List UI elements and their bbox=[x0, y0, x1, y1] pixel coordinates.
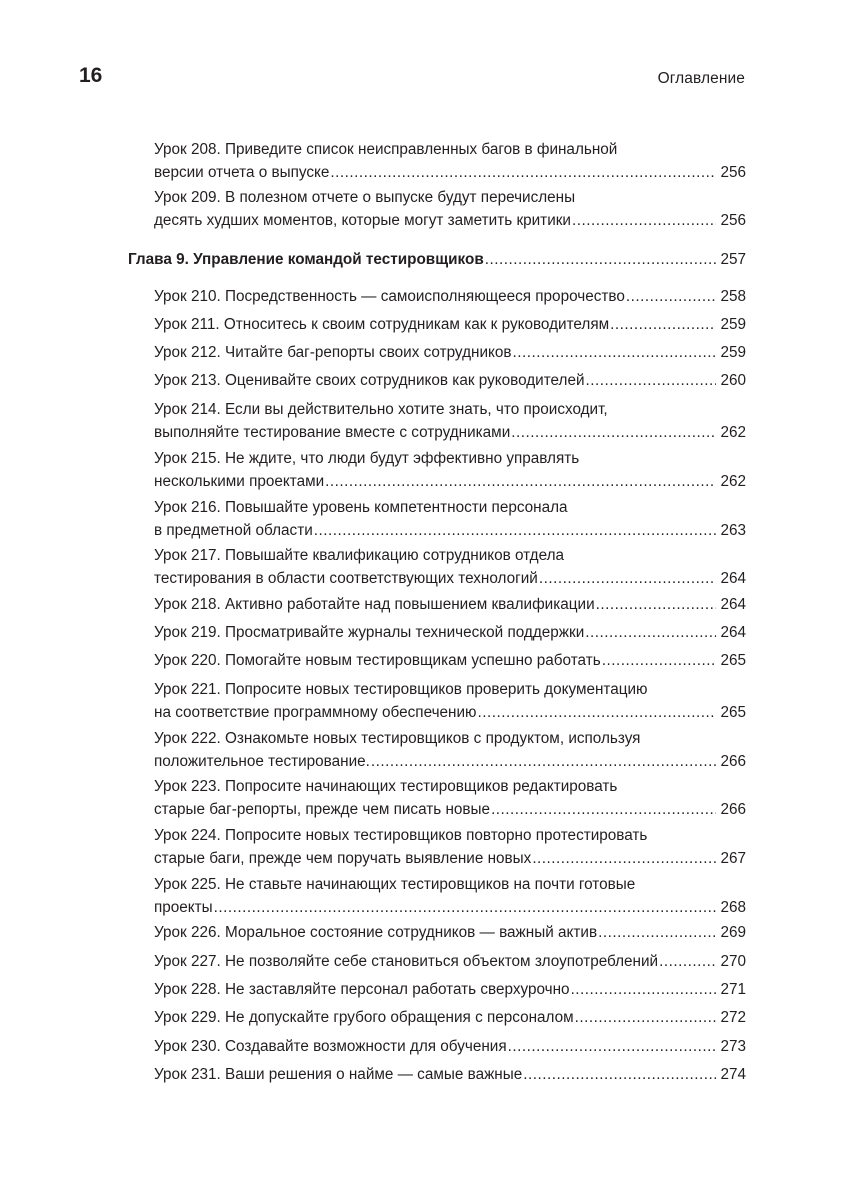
toc-entry-title: Урок 230. Создавайте возможности для обучения bbox=[154, 1038, 507, 1055]
toc-entry bbox=[154, 650, 746, 673]
toc-chapter-entry bbox=[128, 249, 746, 272]
toc-entry-title: Урок 212. Читайте баг-репорты своих сотрудников bbox=[154, 344, 512, 361]
toc-entry-page: 264 bbox=[720, 624, 746, 641]
toc-entry-title: Урок 229. Не допускайте грубого обращения с персоналом bbox=[154, 1009, 574, 1026]
toc-entry-title-line1: Урок 217. Повышайте квалификацию сотрудников отдела bbox=[154, 547, 565, 564]
toc-entry-title: Урок 218. Активно работайте над повышением квалификации bbox=[154, 596, 595, 613]
dot-leader bbox=[596, 594, 717, 617]
toc-entry-title: Урок 219. Просматривайте журналы технической поддержки bbox=[154, 624, 585, 641]
toc-entry bbox=[154, 187, 746, 232]
toc-entry-title: Урок 227. Не позволяйте себе становиться объектом злоупотреблений bbox=[154, 953, 659, 970]
dot-leader bbox=[523, 1064, 716, 1087]
toc-entry-title: Урок 231. Ваши решения о найме — самые важные bbox=[154, 1066, 523, 1083]
dot-leader bbox=[371, 751, 717, 774]
toc-entry-title: Урок 226. Моральное состояние сотрудников — важный актив bbox=[154, 924, 598, 941]
toc-entry-title: в предметной области bbox=[154, 521, 313, 539]
toc-entry-title: на соответствие программному обеспечению bbox=[154, 703, 477, 721]
dot-leader bbox=[598, 922, 716, 945]
dot-leader bbox=[586, 370, 717, 393]
toc-entry-page: 258 bbox=[720, 288, 746, 305]
toc-entry bbox=[154, 951, 746, 974]
toc-entry-page: 256 bbox=[720, 211, 746, 229]
toc-entry bbox=[154, 679, 746, 724]
toc-entry-page: 265 bbox=[720, 652, 746, 669]
toc-entry-title-line1: Урок 208. Приведите список неисправленных багов в финальной bbox=[154, 141, 618, 158]
toc-entry-page: 260 bbox=[720, 372, 746, 389]
dot-leader bbox=[314, 520, 717, 543]
dot-leader bbox=[491, 799, 716, 822]
dot-leader bbox=[511, 422, 716, 445]
toc-entry-page: 271 bbox=[720, 981, 746, 998]
toc-entry-page: 263 bbox=[720, 521, 746, 539]
dot-leader bbox=[659, 951, 716, 974]
toc-entry-page: 264 bbox=[720, 569, 746, 587]
toc-entry-title: старые баг-репорты, прежде чем писать новые bbox=[154, 800, 491, 818]
dot-leader bbox=[572, 210, 716, 233]
dot-leader bbox=[626, 286, 717, 309]
dot-leader bbox=[532, 848, 716, 871]
toc-entry bbox=[154, 1064, 746, 1087]
toc-entry-title-line1: Урок 222. Ознакомьте новых тестировщиков с продуктом, используя bbox=[154, 730, 641, 747]
toc-entry-title: несколькими проектами bbox=[154, 472, 325, 490]
dot-leader bbox=[539, 568, 717, 591]
toc-entry-page: 267 bbox=[720, 849, 746, 867]
toc-entry bbox=[154, 776, 746, 821]
dot-leader bbox=[214, 897, 717, 920]
toc-entry bbox=[154, 545, 746, 590]
toc-entry-title-line1: Урок 209. В полезном отчете о выпуске будут перечислены bbox=[154, 189, 576, 206]
toc-entry bbox=[154, 979, 746, 1002]
toc-entry bbox=[154, 594, 746, 617]
dot-leader bbox=[485, 249, 717, 272]
dot-leader bbox=[571, 979, 717, 1002]
toc-entry-title: выполняйте тестирование вместе с сотрудниками bbox=[154, 423, 511, 441]
toc-entry-page: 256 bbox=[720, 163, 746, 181]
dot-leader bbox=[508, 1036, 717, 1059]
toc-entry-title-line1: Урок 225. Не ставьте начинающих тестировщиков на почти готовые bbox=[154, 876, 636, 893]
toc-entry-title-line1: Урок 223. Попросите начинающих тестировщиков редактировать bbox=[154, 778, 618, 795]
toc-entry bbox=[154, 497, 746, 542]
toc-entry-title: версии отчета о выпуске bbox=[154, 163, 330, 181]
toc-entry-page: 272 bbox=[720, 1009, 746, 1026]
toc-entry bbox=[154, 399, 746, 444]
toc-entry bbox=[154, 874, 746, 919]
running-head-title: Оглавление bbox=[657, 70, 745, 87]
dot-leader bbox=[478, 702, 717, 725]
page-number: 16 bbox=[79, 64, 103, 87]
toc-entry-title: проекты bbox=[154, 898, 213, 916]
toc-entry-title: Урок 211. Относитесь к своим сотрудникам как к руководителям bbox=[154, 316, 610, 333]
toc-entry bbox=[154, 370, 746, 393]
toc-entry-page: 262 bbox=[720, 472, 746, 490]
toc-entry-title: Урок 228. Не заставляйте персонал работать сверхурочно bbox=[154, 981, 570, 998]
dot-leader bbox=[602, 650, 717, 673]
toc-entry-title-line1: Урок 214. Если вы действительно хотите знать, что происходит, bbox=[154, 401, 608, 418]
toc-entry-title: Урок 220. Помогайте новым тестировщикам успешно работать bbox=[154, 652, 601, 669]
dot-leader bbox=[575, 1007, 717, 1030]
toc-entry-page: 259 bbox=[720, 316, 746, 333]
toc-entry bbox=[154, 922, 746, 945]
toc-entry-title-line1: Урок 221. Попросите новых тестировщиков проверить документацию bbox=[154, 681, 648, 698]
toc-entry bbox=[154, 342, 746, 365]
toc-entry bbox=[154, 286, 746, 309]
toc-entry bbox=[154, 728, 746, 773]
toc-entry bbox=[154, 1007, 746, 1030]
dot-leader bbox=[330, 162, 716, 185]
toc-entry-title-line1: Урок 216. Повышайте уровень компетентности персонала bbox=[154, 499, 568, 516]
toc-entry bbox=[154, 825, 746, 870]
toc-entry-title: положительное тестирование. bbox=[154, 752, 370, 770]
toc-entry-page: 262 bbox=[720, 423, 746, 441]
dot-leader bbox=[325, 471, 716, 494]
toc-entry-page: 270 bbox=[720, 953, 746, 970]
toc-entry-page: 257 bbox=[720, 251, 746, 268]
toc-chapter-title: Глава 9. Управление командой тестировщиков bbox=[128, 251, 484, 268]
toc-entry-title: старые баги, прежде чем поручать выявление новых bbox=[154, 849, 532, 867]
toc-entry-title: Урок 210. Посредственность — самоисполняющееся пророчество bbox=[154, 288, 625, 305]
toc-entry-page: 266 bbox=[720, 752, 746, 770]
dot-leader bbox=[513, 342, 717, 365]
toc-entry-page: 268 bbox=[720, 898, 746, 916]
toc-entry bbox=[154, 1036, 746, 1059]
toc-entry-title: Урок 213. Оценивайте своих сотрудников как руководителей bbox=[154, 372, 585, 389]
toc-entry-page: 269 bbox=[720, 924, 746, 941]
toc-entry-title: тестирования в области соответствующих технологий bbox=[154, 569, 538, 587]
toc-entry-title: десять худших моментов, которые могут заметить критики bbox=[154, 211, 571, 229]
toc-entry-page: 265 bbox=[720, 703, 746, 721]
toc-entry-page: 264 bbox=[720, 596, 746, 613]
dot-leader bbox=[610, 314, 716, 337]
toc-entry-page: 273 bbox=[720, 1038, 746, 1055]
toc-entry-page: 259 bbox=[720, 344, 746, 361]
toc-entry-title-line1: Урок 224. Попросите новых тестировщиков повторно протестировать bbox=[154, 827, 648, 844]
toc-entry bbox=[154, 314, 746, 337]
toc-entry bbox=[154, 139, 746, 184]
dot-leader bbox=[585, 622, 716, 645]
toc-entry-title-line1: Урок 215. Не ждите, что люди будут эффективно управлять bbox=[154, 450, 580, 467]
toc-entry-page: 266 bbox=[720, 800, 746, 818]
toc-entry-page: 274 bbox=[720, 1066, 746, 1083]
toc-entry bbox=[154, 448, 746, 493]
toc-entry bbox=[154, 622, 746, 645]
